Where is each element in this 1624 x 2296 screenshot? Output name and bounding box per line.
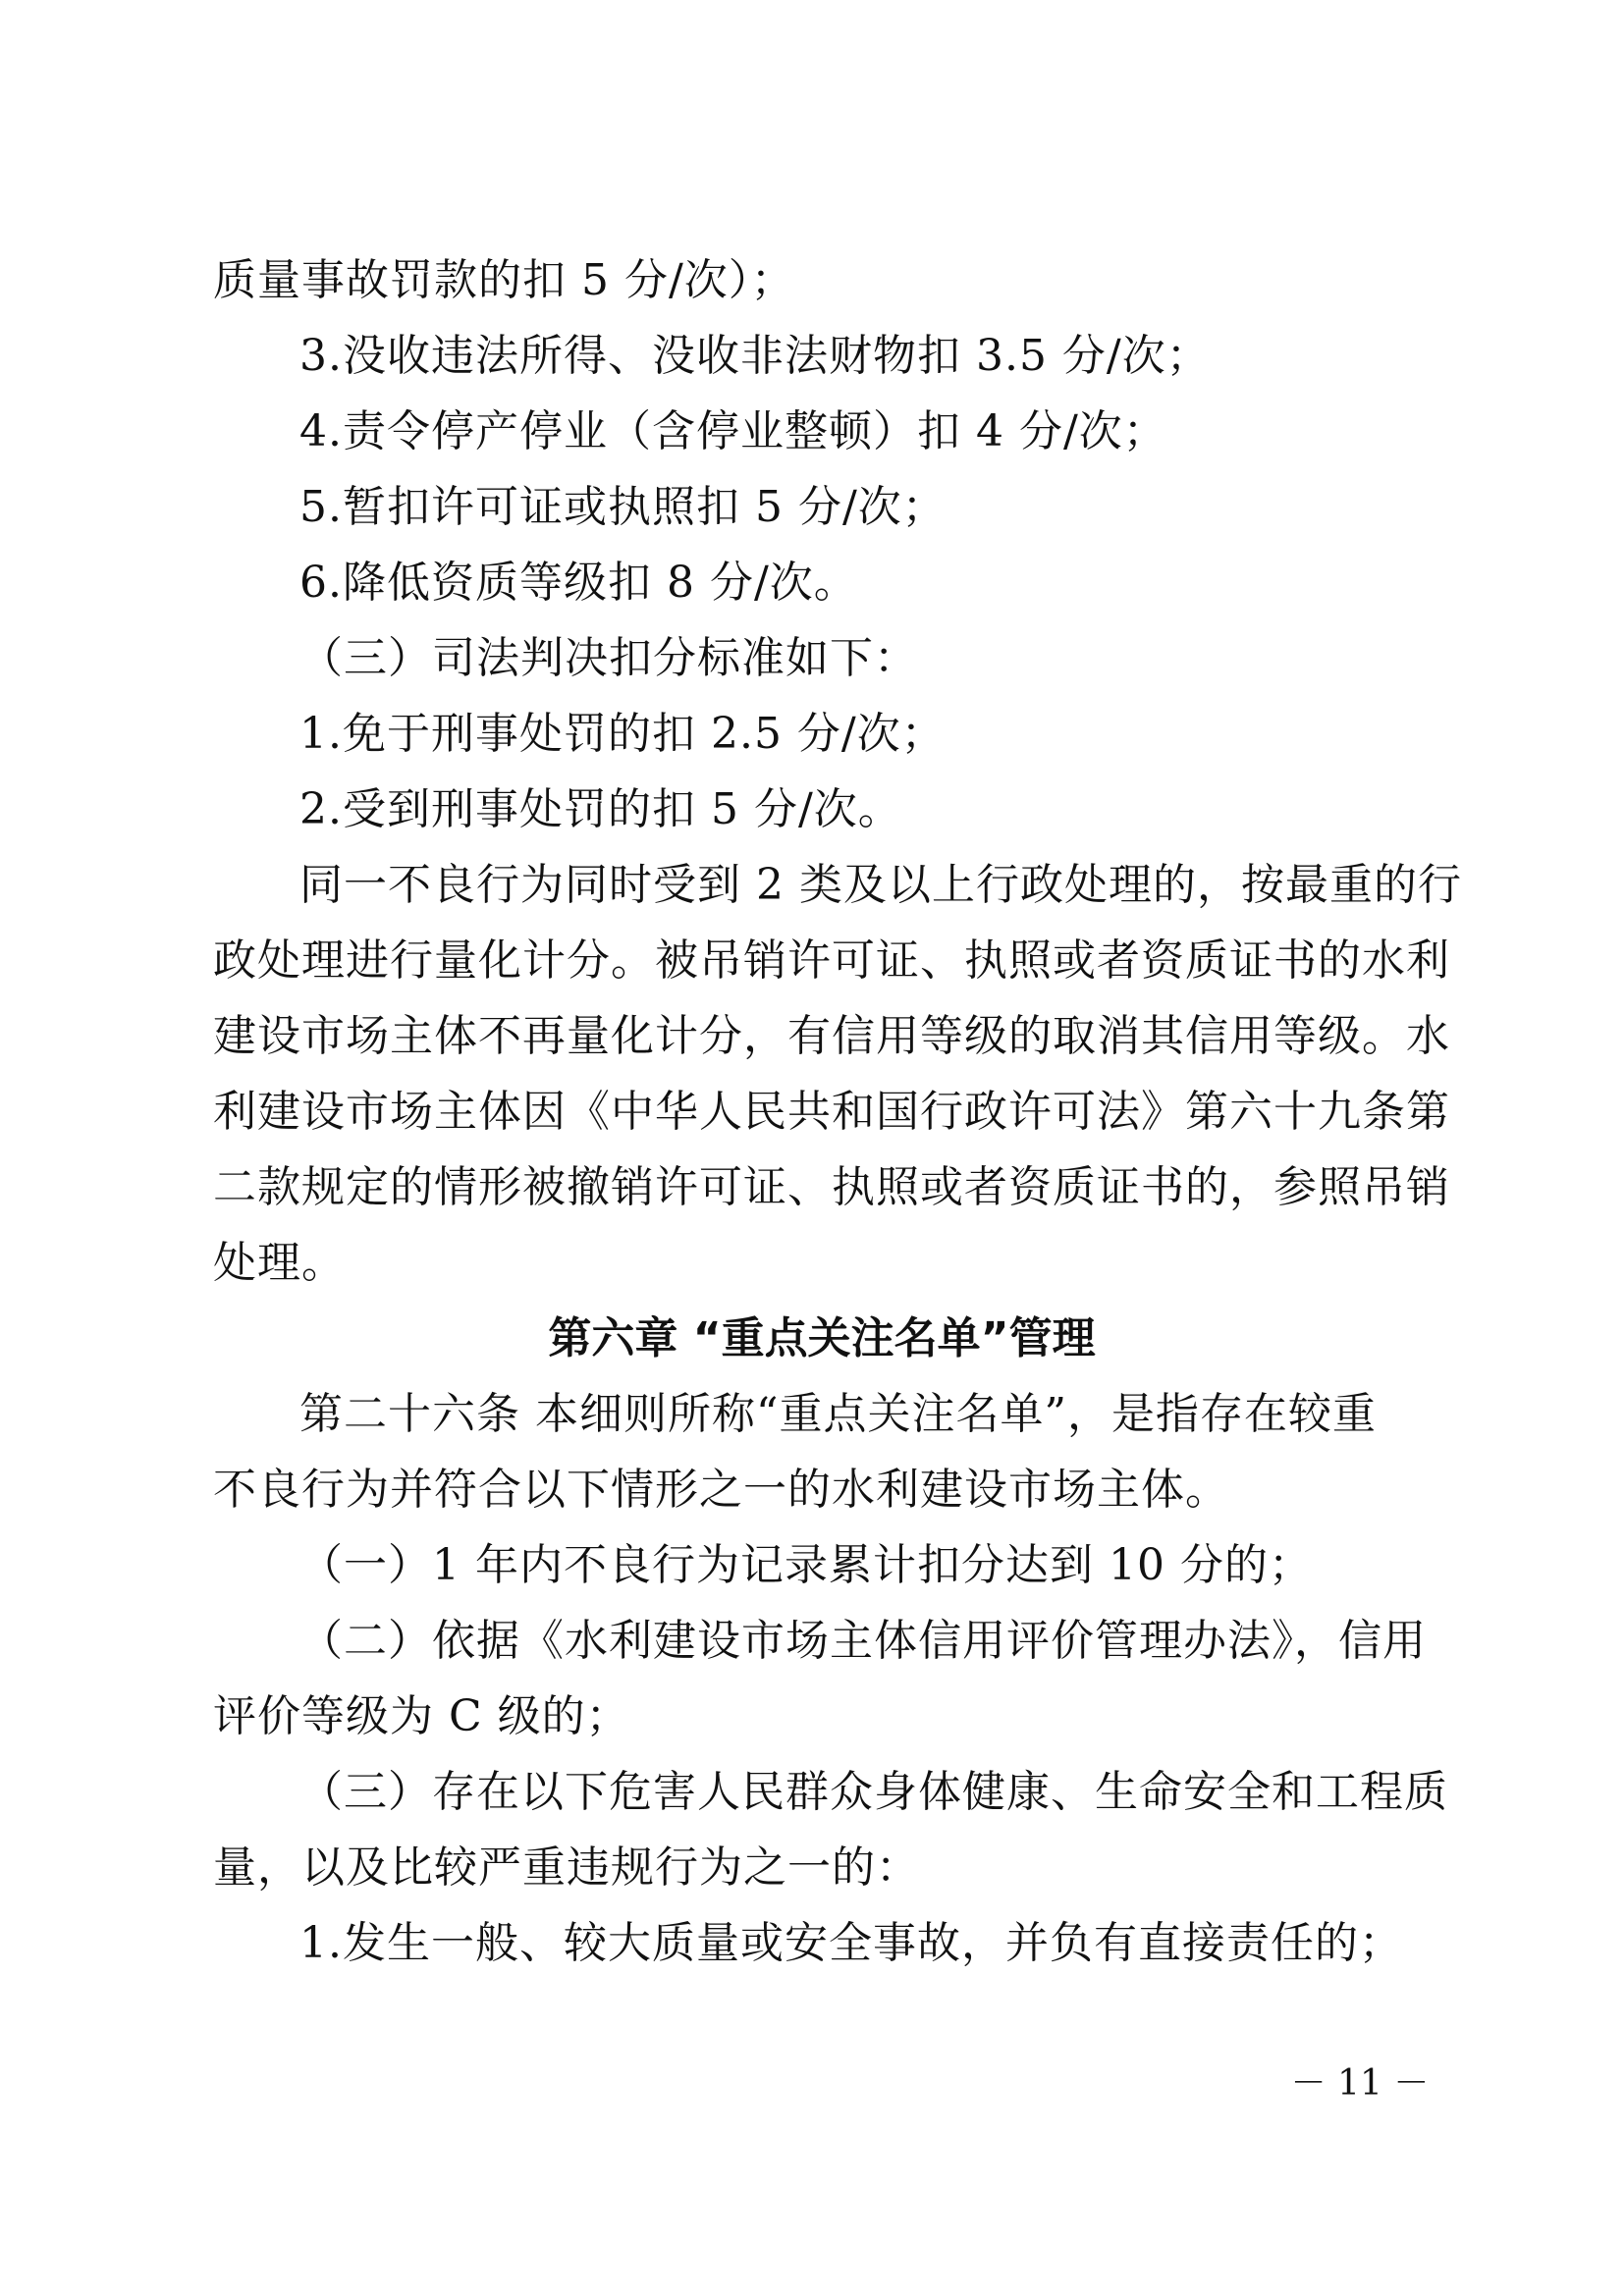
article-line: 第二十六条 本细则所称“重点关注名单”，是指存在较重 [299, 1389, 1377, 1439]
paragraph-line: 利建设市场主体因《中华人民共和国行政许可法》第六十九条第 [213, 1087, 1450, 1137]
paragraph-line: 3.没收违法所得、没收非法财物扣 3.5 分/次； [299, 331, 1211, 381]
chapter-heading: 第六章 “重点关注名单”管理 [548, 1313, 1096, 1363]
paragraph-line: 处理。 [213, 1238, 346, 1288]
paragraph-line: 政处理进行量化计分。被吊销许可证、执照或者资质证书的水利 [213, 935, 1450, 986]
paragraph-line: 同一不良行为同时受到 2 类及以上行政处理的，按最重的行 [299, 860, 1462, 910]
page-number: － 11 － [1290, 2063, 1430, 2104]
article-line: 评价等级为 C 级的； [213, 1691, 630, 1741]
paragraph-line: 质量事故罚款的扣 5 分/次）； [213, 255, 795, 305]
paragraph-line: 2.受到刑事处罚的扣 5 分/次。 [299, 784, 902, 834]
article-line: （一）1 年内不良行为记录累计扣分达到 10 分的； [299, 1540, 1313, 1590]
paragraph-line: （三）司法判决扣分标准如下： [299, 633, 918, 683]
paragraph-line: 1.免于刑事处罚的扣 2.5 分/次； [299, 709, 946, 759]
paragraph-line: 二款规定的情形被撤销许可证、执照或者资质证书的，参照吊销 [213, 1162, 1450, 1212]
paragraph-line: 建设市场主体不再量化计分，有信用等级的取消其信用等级。水 [213, 1011, 1450, 1061]
article-line: （二）依据《水利建设市场主体信用评价管理办法》，信用 [299, 1616, 1427, 1666]
paragraph-line: 4.责令停产停业（含停业整顿）扣 4 分/次； [299, 406, 1167, 456]
article-line: （三）存在以下危害人民群众身体健康、生命安全和工程质 [299, 1767, 1448, 1817]
paragraph-line: 6.降低资质等级扣 8 分/次。 [299, 558, 858, 608]
article-line: 1.发生一般、较大质量或安全事故，并负有直接责任的； [299, 1918, 1403, 1968]
paragraph-line: 5.暂扣许可证或执照扣 5 分/次； [299, 482, 947, 532]
article-line: 不良行为并符合以下情形之一的水利建设市场主体。 [213, 1465, 1229, 1515]
article-line: 量，以及比较严重违规行为之一的： [213, 1842, 920, 1893]
